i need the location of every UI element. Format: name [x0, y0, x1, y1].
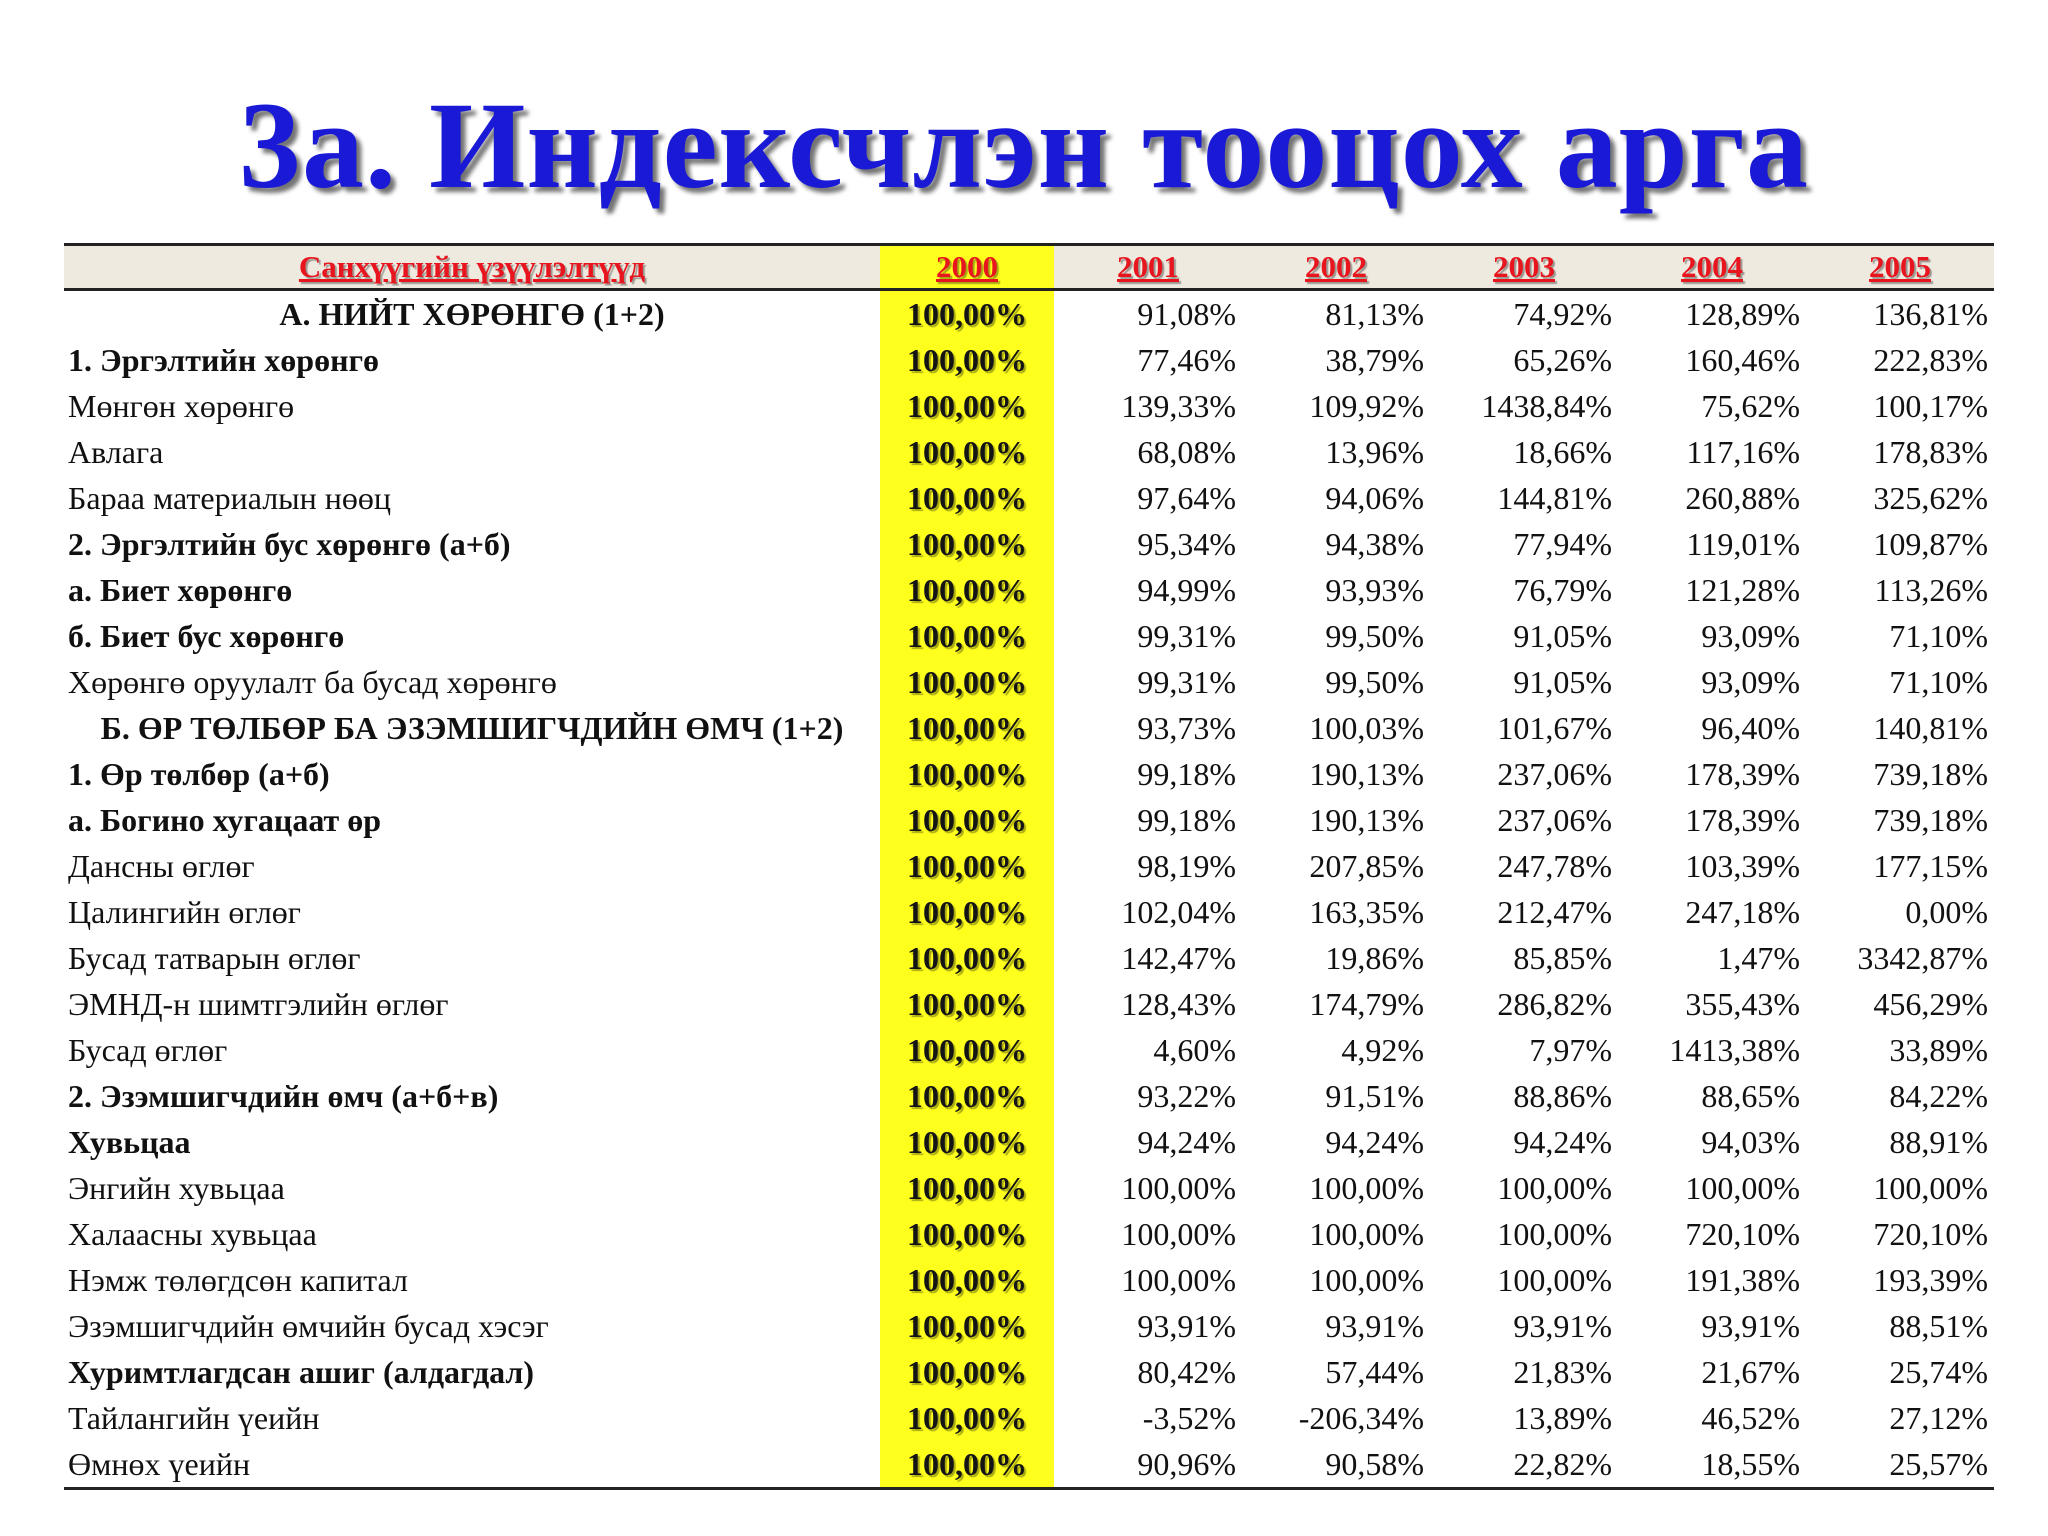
table-row — [64, 613, 1994, 659]
header-2003: 2003 — [1493, 249, 1555, 284]
value-2005: 136,81% — [1873, 296, 1988, 332]
header-2005: 2005 — [1869, 249, 1931, 284]
table-row — [64, 429, 1994, 475]
value-2005: 33,89% — [1889, 1032, 1988, 1068]
row-label: Халаасны хувьцаа — [68, 1216, 317, 1252]
value-2003: 237,06% — [1497, 802, 1612, 838]
table-row — [64, 797, 1994, 843]
value-2001: 100,00% — [1121, 1216, 1236, 1252]
value-2005: 71,10% — [1889, 664, 1988, 700]
value-2002: -206,34% — [1298, 1400, 1424, 1436]
value-2001: 102,04% — [1121, 894, 1236, 930]
row-label: 1. Өр төлбөр (а+б) — [68, 756, 330, 792]
header-2000: 2000 — [880, 245, 1054, 290]
value-2004: 117,16% — [1686, 434, 1800, 470]
value-2004: 260,88% — [1685, 480, 1800, 516]
value-2003: 212,47% — [1497, 894, 1612, 930]
base-2000: 100,00% — [880, 290, 1054, 338]
value-2005: 27,12% — [1889, 1400, 1988, 1436]
value-2002: 94,24% — [1325, 1124, 1424, 1160]
value-2002: 91,51% — [1325, 1078, 1424, 1114]
value-2004: 96,40% — [1701, 710, 1800, 746]
row-label: Мөнгөн хөрөнгө — [68, 388, 295, 424]
value-2005: 25,57% — [1889, 1446, 1988, 1482]
table-row — [64, 521, 1994, 567]
base-2000: 100,00% — [880, 1303, 1054, 1349]
value-2002: 93,93% — [1325, 572, 1424, 608]
row-label: Бусад татварын өглөг — [68, 940, 361, 976]
base-2000: 100,00% — [880, 567, 1054, 613]
value-2002: 19,86% — [1325, 940, 1424, 976]
row-label: Эзэмшигчдийн өмчийн бусад хэсэг — [68, 1308, 549, 1344]
value-2005: 88,51% — [1889, 1308, 1988, 1344]
value-2005: 222,83% — [1873, 342, 1988, 378]
base-2000: 100,00% — [880, 843, 1054, 889]
value-2001: 80,42% — [1137, 1354, 1236, 1390]
value-2003: 94,24% — [1513, 1124, 1612, 1160]
value-2004: 93,91% — [1701, 1308, 1800, 1344]
value-2003: 13,89% — [1513, 1400, 1612, 1436]
base-2000: 100,00% — [880, 705, 1054, 751]
value-2002: 100,00% — [1309, 1170, 1424, 1206]
row-label: Бусад өглөг — [68, 1032, 228, 1068]
value-2001: 93,22% — [1137, 1078, 1236, 1114]
row-label: а. Богино хугацаат өр — [68, 802, 381, 838]
value-2003: 88,86% — [1513, 1078, 1612, 1114]
value-2003: 76,79% — [1513, 572, 1612, 608]
row-label: Авлага — [68, 434, 164, 470]
value-2001: 68,08% — [1137, 434, 1236, 470]
value-2002: 100,00% — [1309, 1262, 1424, 1298]
value-2005: 71,10% — [1889, 618, 1988, 654]
value-2001: 142,47% — [1121, 940, 1236, 976]
value-2004: 191,38% — [1685, 1262, 1800, 1298]
value-2005: 739,18% — [1873, 756, 1988, 792]
value-2004: 100,00% — [1685, 1170, 1800, 1206]
table-row — [64, 1303, 1994, 1349]
value-2003: 1438,84% — [1481, 388, 1612, 424]
value-2003: 91,05% — [1513, 664, 1612, 700]
index-table-container — [64, 243, 1992, 1490]
table-row — [64, 1395, 1994, 1441]
value-2001: -3,52% — [1142, 1400, 1236, 1436]
value-2004: 21,67% — [1701, 1354, 1800, 1390]
value-2005: 109,87% — [1873, 526, 1988, 562]
value-2005: 739,18% — [1873, 802, 1988, 838]
header-2004: 2004 — [1681, 249, 1743, 284]
base-2000: 100,00% — [880, 1257, 1054, 1303]
value-2001: 100,00% — [1121, 1170, 1236, 1206]
value-2001: 128,43% — [1121, 986, 1236, 1022]
row-label: Хөрөнгө оруулалт ба бусад хөрөнгө — [68, 664, 557, 700]
row-label: ЭМНД-н шимтгэлийн өглөг — [68, 986, 449, 1022]
value-2003: 18,66% — [1513, 434, 1612, 470]
base-2000: 100,00% — [880, 935, 1054, 981]
value-2001: 93,91% — [1137, 1308, 1236, 1344]
value-2001: 99,31% — [1137, 664, 1236, 700]
base-2000: 100,00% — [880, 1165, 1054, 1211]
table-row — [64, 889, 1994, 935]
value-2005: 113,26% — [1874, 572, 1988, 608]
value-2001: 99,18% — [1137, 802, 1236, 838]
value-2002: 99,50% — [1325, 618, 1424, 654]
value-2005: 100,00% — [1873, 1170, 1988, 1206]
value-2004: 18,55% — [1701, 1446, 1800, 1482]
table-row — [64, 1257, 1994, 1303]
base-2000: 100,00% — [880, 521, 1054, 567]
table-row — [64, 843, 1994, 889]
base-2000: 100,00% — [880, 429, 1054, 475]
table-row — [64, 1027, 1994, 1073]
value-2002: 13,96% — [1325, 434, 1424, 470]
value-2005: 140,81% — [1873, 710, 1988, 746]
row-label: Хуримтлагдсан ашиг (алдагдал) — [68, 1354, 535, 1390]
value-2003: 100,00% — [1497, 1170, 1612, 1206]
table-row — [64, 1211, 1994, 1257]
row-label: 2. Эзэмшигчдийн өмч (а+б+в) — [68, 1078, 499, 1114]
row-label: б. Биет бус хөрөнгө — [68, 618, 345, 654]
value-2004: 103,39% — [1685, 848, 1800, 884]
value-2003: 74,92% — [1513, 296, 1612, 332]
value-2001: 97,64% — [1137, 480, 1236, 516]
value-2004: 119,01% — [1686, 526, 1800, 562]
value-2001: 94,24% — [1137, 1124, 1236, 1160]
table-row — [64, 705, 1994, 751]
value-2003: 7,97% — [1529, 1032, 1612, 1068]
value-2001: 100,00% — [1121, 1262, 1236, 1298]
value-2005: 177,15% — [1873, 848, 1988, 884]
slide-title: 3а. Индексчлэн тооцох арга — [238, 77, 1809, 214]
value-2005: 456,29% — [1873, 986, 1988, 1022]
value-2004: 1,47% — [1717, 940, 1800, 976]
table-header-row — [64, 245, 1994, 290]
value-2004: 160,46% — [1685, 342, 1800, 378]
value-2002: 190,13% — [1309, 802, 1424, 838]
value-2003: 22,82% — [1513, 1446, 1612, 1482]
value-2004: 178,39% — [1685, 756, 1800, 792]
value-2005: 178,83% — [1873, 434, 1988, 470]
base-2000: 100,00% — [880, 1027, 1054, 1073]
value-2002: 38,79% — [1325, 342, 1424, 378]
value-2002: 90,58% — [1325, 1446, 1424, 1482]
value-2003: 100,00% — [1497, 1262, 1612, 1298]
value-2002: 94,38% — [1325, 526, 1424, 562]
base-2000: 100,00% — [880, 1119, 1054, 1165]
value-2005: 25,74% — [1889, 1354, 1988, 1390]
table-row — [64, 1441, 1994, 1489]
value-2003: 247,78% — [1497, 848, 1612, 884]
row-label: Нэмж төлөгдсөн капитал — [68, 1262, 408, 1298]
base-2000: 100,00% — [880, 797, 1054, 843]
value-2001: 99,31% — [1137, 618, 1236, 654]
row-label: Өмнөх үеийн — [68, 1446, 251, 1482]
value-2004: 88,65% — [1701, 1078, 1800, 1114]
table-row — [64, 1073, 1994, 1119]
value-2005: 720,10% — [1873, 1216, 1988, 1252]
row-label: а. Биет хөрөнгө — [68, 572, 293, 608]
value-2004: 1413,38% — [1669, 1032, 1800, 1068]
row-label: Энгийн хувьцаа — [68, 1170, 285, 1206]
base-2000: 100,00% — [880, 383, 1054, 429]
row-label: Хувьцаа — [68, 1124, 191, 1160]
value-2005: 88,91% — [1889, 1124, 1988, 1160]
value-2005: 100,17% — [1873, 388, 1988, 424]
row-label: Тайлангийн үеийн — [68, 1400, 320, 1436]
value-2002: 174,79% — [1309, 986, 1424, 1022]
row-label: Цалингийн өглөг — [68, 894, 301, 930]
value-2001: 99,18% — [1137, 756, 1236, 792]
value-2002: 100,00% — [1309, 1216, 1424, 1252]
table-row — [64, 337, 1994, 383]
value-2001: 90,96% — [1137, 1446, 1236, 1482]
base-2000: 100,00% — [880, 1441, 1054, 1489]
value-2002: 100,03% — [1309, 710, 1424, 746]
value-2004: 720,10% — [1685, 1216, 1800, 1252]
header-2002: 2002 — [1305, 249, 1367, 284]
base-2000: 100,00% — [880, 1073, 1054, 1119]
value-2001: 98,19% — [1137, 848, 1236, 884]
row-label: Б. ӨР ТӨЛБӨР БА ЭЗЭМШИГЧДИЙН ӨМЧ (1+2) — [100, 710, 844, 746]
header-indicator: Санхүүгийн үзүүлэлтүүд — [298, 249, 646, 284]
value-2003: 237,06% — [1497, 756, 1612, 792]
table-row — [64, 290, 1994, 338]
row-label: 1. Эргэлтийн хөрөнгө — [68, 342, 380, 378]
value-2005: 3342,87% — [1857, 940, 1988, 976]
base-2000: 100,00% — [880, 751, 1054, 797]
value-2005: 193,39% — [1873, 1262, 1988, 1298]
base-2000: 100,00% — [880, 1211, 1054, 1257]
value-2003: 65,26% — [1513, 342, 1612, 378]
value-2003: 91,05% — [1513, 618, 1612, 654]
value-2004: 94,03% — [1701, 1124, 1800, 1160]
value-2001: 77,46% — [1137, 342, 1236, 378]
row-label: А. НИЙТ ХӨРӨНГӨ (1+2) — [279, 296, 665, 332]
header-2001: 2001 — [1117, 249, 1179, 284]
value-2002: 109,92% — [1309, 388, 1424, 424]
table-row — [64, 1165, 1994, 1211]
value-2001: 94,99% — [1137, 572, 1236, 608]
value-2002: 93,91% — [1325, 1308, 1424, 1344]
value-2003: 286,82% — [1497, 986, 1612, 1022]
base-2000: 100,00% — [880, 337, 1054, 383]
table-row — [64, 1349, 1994, 1395]
value-2001: 95,34% — [1137, 526, 1236, 562]
value-2001: 91,08% — [1137, 296, 1236, 332]
value-2002: 94,06% — [1325, 480, 1424, 516]
value-2004: 178,39% — [1685, 802, 1800, 838]
table-body — [64, 290, 1994, 1489]
table-row — [64, 981, 1994, 1027]
value-2002: 57,44% — [1325, 1354, 1424, 1390]
table-row — [64, 659, 1994, 705]
value-2003: 100,00% — [1497, 1216, 1612, 1252]
value-2004: 93,09% — [1701, 664, 1800, 700]
base-2000: 100,00% — [880, 613, 1054, 659]
table-row — [64, 1119, 1994, 1165]
value-2004: 355,43% — [1685, 986, 1800, 1022]
index-table — [64, 243, 1994, 1490]
value-2001: 4,60% — [1153, 1032, 1236, 1068]
value-2003: 101,67% — [1497, 710, 1612, 746]
base-2000: 100,00% — [880, 981, 1054, 1027]
base-2000: 100,00% — [880, 659, 1054, 705]
row-label: Бараа материалын нөөц — [68, 480, 392, 516]
base-2000: 100,00% — [880, 475, 1054, 521]
value-2002: 99,50% — [1325, 664, 1424, 700]
value-2002: 207,85% — [1309, 848, 1424, 884]
value-2004: 128,89% — [1685, 296, 1800, 332]
value-2005: 325,62% — [1873, 480, 1988, 516]
row-label: Дансны өглөг — [68, 848, 255, 884]
table-row — [64, 567, 1994, 613]
value-2003: 144,81% — [1497, 480, 1612, 516]
value-2002: 81,13% — [1325, 296, 1424, 332]
value-2003: 21,83% — [1513, 1354, 1612, 1390]
base-2000: 100,00% — [880, 1349, 1054, 1395]
table-row — [64, 751, 1994, 797]
value-2004: 93,09% — [1701, 618, 1800, 654]
value-2003: 85,85% — [1513, 940, 1612, 976]
value-2004: 46,52% — [1701, 1400, 1800, 1436]
value-2002: 4,92% — [1341, 1032, 1424, 1068]
base-2000: 100,00% — [880, 889, 1054, 935]
value-2004: 121,28% — [1685, 572, 1800, 608]
table-row — [64, 383, 1994, 429]
value-2004: 247,18% — [1685, 894, 1800, 930]
value-2005: 0,00% — [1905, 894, 1988, 930]
table-row — [64, 935, 1994, 981]
value-2005: 84,22% — [1889, 1078, 1988, 1114]
value-2003: 93,91% — [1513, 1308, 1612, 1344]
value-2002: 163,35% — [1309, 894, 1424, 930]
value-2004: 75,62% — [1701, 388, 1800, 424]
value-2002: 190,13% — [1309, 756, 1424, 792]
table-row — [64, 475, 1994, 521]
row-label: 2. Эргэлтийн бус хөрөнгө (а+б) — [68, 526, 511, 562]
value-2003: 77,94% — [1513, 526, 1612, 562]
base-2000: 100,00% — [880, 1395, 1054, 1441]
value-2001: 93,73% — [1137, 710, 1236, 746]
value-2001: 139,33% — [1121, 388, 1236, 424]
